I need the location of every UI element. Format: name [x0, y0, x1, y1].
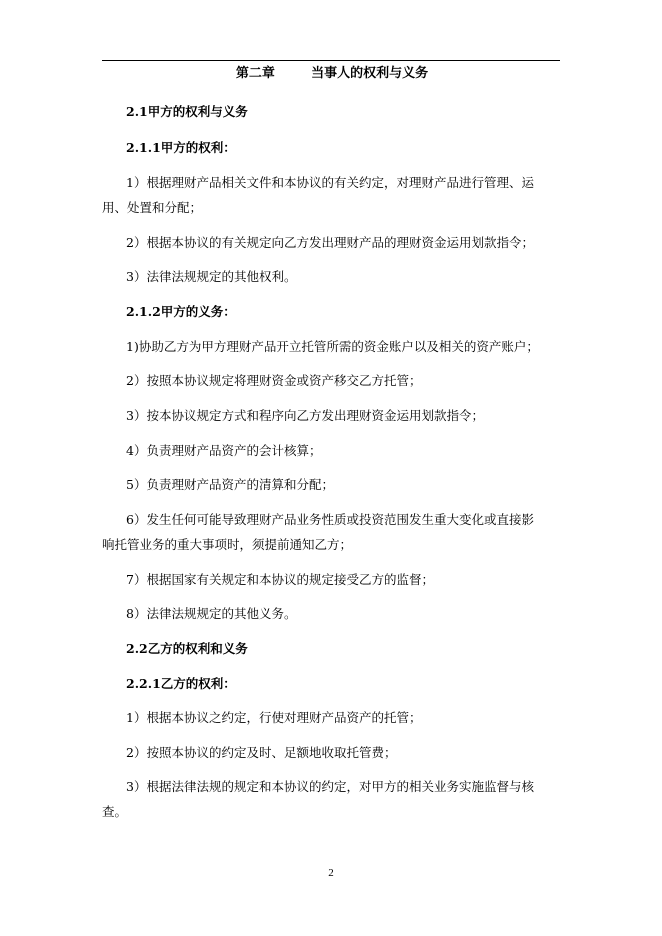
section-2-1-1-title: 2.1.1甲方的权利： [126, 140, 236, 155]
paragraph-line: 3）法律法规规定的其他权利。 [126, 269, 297, 284]
paragraph-line: 用、处置和分配； [102, 200, 203, 215]
chapter-title: 第二章 当事人的权利与义务 [235, 66, 429, 81]
paragraph-line: 3）根据法律法规的规定和本协议的约定，对甲方的相关业务实施监督与核 [126, 779, 534, 794]
paragraph-line: 4）负责理财产品资产的会计核算； [126, 443, 322, 458]
page-number: 2 [328, 867, 334, 879]
paragraph-line: 5）负责理财产品资产的清算和分配； [126, 477, 334, 492]
paragraph-line: 2）按照本协议规定将理财资金或资产移交乙方托管； [126, 373, 422, 388]
paragraph-line: 查。 [102, 804, 128, 819]
paragraph-line: 1）根据理财产品相关文件和本协议的有关约定，对理财产品进行管理、运 [126, 175, 534, 190]
section-2-1-2-title: 2.1.2甲方的义务： [126, 304, 236, 319]
paragraph-line: 8）法律法规规定的其他义务。 [126, 606, 297, 621]
paragraph-line: 2）按照本协议的约定及时、足额地收取托管费； [126, 745, 397, 760]
header-rule [102, 60, 560, 61]
section-2-2-title: 2.2乙方的权利和义务 [126, 641, 248, 656]
section-2-2-1-title: 2.2.1乙方的权利： [126, 676, 236, 691]
paragraph-line: 7）根据国家有关规定和本协议的规定接受乙方的监督； [126, 572, 434, 587]
paragraph-line: 1）根据本协议之约定，行使对理财产品资产的托管； [126, 710, 422, 725]
section-2-1-title: 2.1甲方的权利与义务 [126, 104, 248, 119]
paragraph-line: 1)协助乙方为甲方理财产品开立托管所需的资金账户以及相关的资产账户； [126, 339, 539, 354]
paragraph-line: 2）根据本协议的有关规定向乙方发出理财产品的理财资金运用划款指令； [126, 235, 534, 250]
paragraph-line: 6）发生任何可能导致理财产品业务性质或投资范围发生重大变化或直接影 [126, 512, 534, 527]
paragraph-line: 3）按本协议规定方式和程序向乙方发出理财资金运用划款指令； [126, 408, 484, 423]
paragraph-line: 响托管业务的重大事项时，须提前通知乙方； [102, 537, 353, 552]
